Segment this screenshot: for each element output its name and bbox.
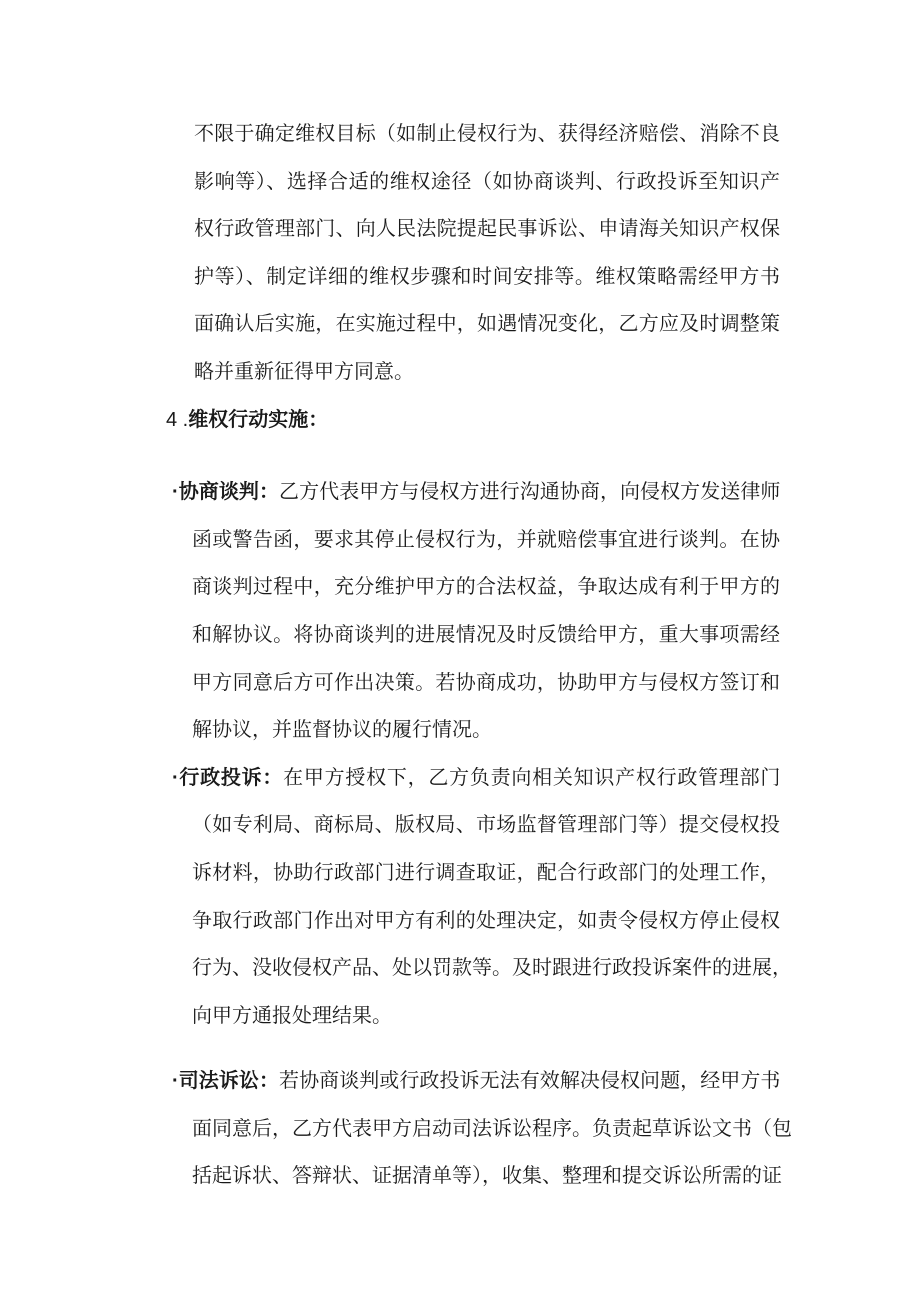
bullet-item-admin-complaint — [0, 755, 920, 1041]
section-title: 维权行动实施： — [188, 408, 329, 431]
bullet-line: 向甲方通报处理结果。 — [192, 1004, 392, 1027]
section-heading — [166, 397, 920, 445]
paragraph-line: 权行政管理部门、向人民法院提起民事诉讼、申请海关知识产权保 — [194, 218, 780, 241]
bullet-first-line — [172, 1058, 780, 1106]
section-number: 4 . — [166, 408, 189, 431]
intro-paragraph — [0, 111, 920, 397]
bullet-line: （如专利局、商标局、版权局、市场监督管理部门等）提交侵权投 — [192, 814, 780, 837]
bullet-line: 面同意后，乙方代表甲方启动司法诉讼程序。负责起草诉讼文书（包 — [192, 1117, 792, 1140]
bullet-text: 在甲方授权下，乙方负责向相关知识产权行政管理部门 — [283, 766, 781, 789]
bullet-line: 诉材料，协助行政部门进行调查取证，配合行政部门的处理工作， — [192, 861, 780, 884]
bullet-line: 解协议，并监督协议的履行情况。 — [192, 719, 492, 742]
paragraph-line: 护等）、制定详细的维权步骤和时间安排等。维权策略需经甲方书 — [194, 265, 780, 288]
paragraph-line: 面确认后实施，在实施过程中，如遇情况变化，乙方应及时调整策 — [194, 313, 780, 336]
bullet-line: 和解协议。将协商谈判的进展情况及时反馈给甲方，重大事项需经 — [192, 623, 780, 646]
bullet-line: 函或警告函，要求其停止侵权行为，并就赔偿事宜进行谈判。在协 — [192, 528, 780, 551]
bullet-line: 争取行政部门作出对甲方有利的处理决定，如责令侵权方停止侵权 — [192, 909, 780, 932]
bullet-text: 乙方代表甲方与侵权方进行沟通协商，向侵权方发送律师 — [279, 481, 781, 504]
paragraph-line: 略并重新征得甲方同意。 — [194, 360, 414, 383]
bullet-line: 商谈判过程中，充分维护甲方的合法权益，争取达成有利于甲方的 — [192, 576, 780, 599]
bullet-marker: · — [172, 766, 179, 789]
paragraph-line: 不限于确定维权目标（如制止侵权行为、获得经济赔偿、消除不良 — [194, 123, 780, 145]
bullet-item-negotiation — [0, 469, 920, 755]
bullet-line: 括起诉状、答辩状、证据清单等），收集、整理和提交诉讼所需的证 — [192, 1165, 782, 1188]
paragraph-line: 影响等）、选择合适的维权途径（如协商谈判、行政投诉至知识产 — [194, 170, 780, 193]
bullet-line: 行为、没收侵权产品、处以罚款等。及时跟进行政投诉案件的进展， — [192, 957, 792, 980]
bullet-term: 司法诉讼： — [178, 1070, 280, 1093]
bullet-line: 甲方同意后方可作出决策。若协商成功，协助甲方与侵权方签订和 — [192, 671, 780, 694]
bullet-first-line — [172, 469, 780, 517]
bullet-item-litigation — [0, 1058, 920, 1201]
bullet-marker: · — [172, 481, 179, 504]
bullet-first-line — [172, 755, 780, 803]
bullet-term: 行政投诉： — [178, 766, 284, 789]
bullet-marker: · — [172, 1070, 179, 1093]
bullet-text: 若协商谈判或行政投诉无法有效解决侵权问题，经甲方书 — [279, 1070, 781, 1093]
bullet-term: 协商谈判： — [178, 481, 280, 504]
